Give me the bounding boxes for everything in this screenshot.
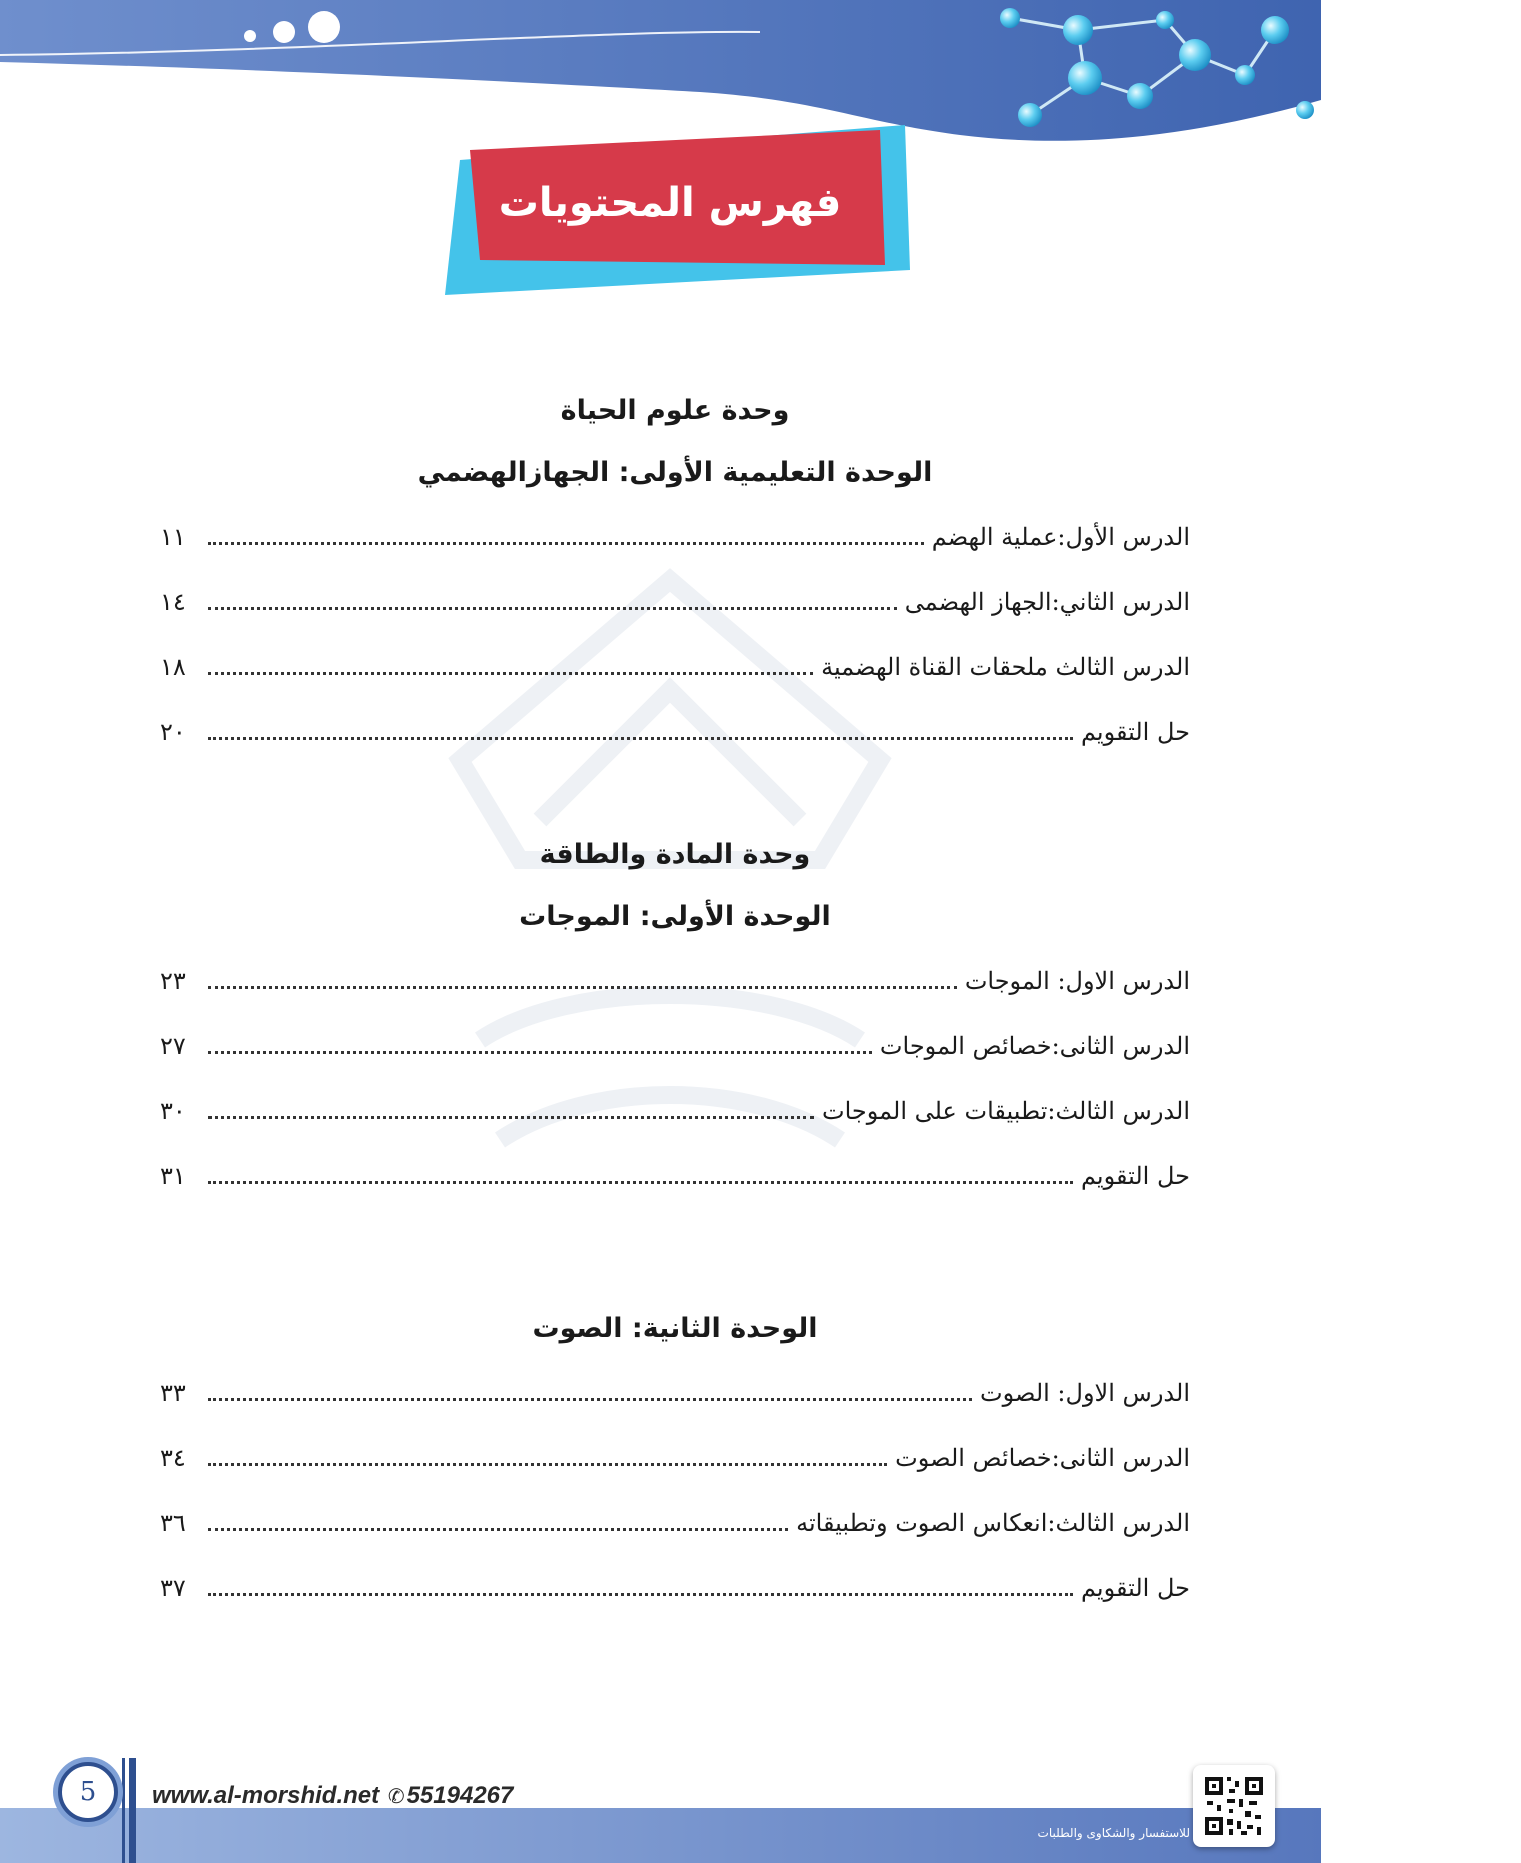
toc-entry-label: الدرس الأول:عملية الهضم — [931, 522, 1190, 551]
toc-entry-page: ٢٣ — [160, 966, 186, 995]
toc-entry-page: ١٤ — [160, 587, 186, 616]
toc-entry[interactable] — [160, 1555, 1190, 1620]
footer-divider — [122, 1758, 125, 1863]
toc-entry-page: ١١ — [160, 522, 186, 551]
unit-subtitle: الوحدة التعليمية الأولى: الجهازالهضمي — [417, 457, 933, 488]
toc-entry-label: الدرس الاول: الموجات — [964, 966, 1190, 995]
toc-entry-page: ٣٣ — [160, 1378, 186, 1407]
section-spacer — [160, 764, 1190, 824]
toc-leader-dots — [208, 1514, 788, 1531]
toc-entry-page: ٣٤ — [160, 1443, 186, 1472]
toc-entry[interactable] — [160, 1078, 1190, 1143]
phone-number: 55194267 — [406, 1782, 514, 1809]
toc-leader-dots — [208, 1102, 814, 1119]
toc-entry-label: الدرس الثالث:تطبيقات على الموجات — [821, 1096, 1190, 1125]
molecule-decoration-icon — [950, 0, 1321, 140]
phone-icon: ✆ — [387, 1786, 405, 1808]
toc-entry-page: ٣٧ — [160, 1573, 186, 1602]
toc-entry[interactable] — [160, 1425, 1190, 1490]
qr-code-icon — [1193, 1765, 1275, 1847]
table-of-contents — [160, 380, 1190, 1620]
toc-entry[interactable] — [160, 948, 1190, 1013]
toc-leader-dots — [208, 528, 924, 545]
toc-entry[interactable] — [160, 1013, 1190, 1078]
toc-entry[interactable] — [160, 569, 1190, 634]
toc-leader-dots — [208, 1037, 872, 1054]
footer-divider — [129, 1758, 136, 1863]
website-link[interactable]: www.al-morshid.net — [152, 1782, 380, 1809]
toc-entry-page: ٣٠ — [160, 1096, 186, 1125]
toc-leader-dots — [208, 1167, 1073, 1184]
qr-caption: للاستفسار والشكاوى والطلبات — [1037, 1826, 1190, 1840]
toc-leader-dots — [208, 1449, 887, 1466]
unit-title: وحدة علوم الحياة — [560, 395, 790, 426]
toc-entry-label: الدرس الثاني:الجهاز الهضمى — [904, 587, 1190, 616]
unit-title: وحدة المادة والطاقة — [539, 839, 811, 870]
toc-entry[interactable] — [160, 1360, 1190, 1425]
page-number: 5 — [58, 1762, 118, 1822]
toc-entry-page: ٣١ — [160, 1161, 186, 1190]
toc-entry[interactable] — [160, 504, 1190, 569]
toc-leader-dots — [208, 723, 1073, 740]
toc-entry-label: الدرس الاول: الصوت — [980, 1378, 1190, 1407]
toc-entry-page: ٣٦ — [160, 1508, 186, 1537]
toc-entry-label: حل التقويم — [1080, 1161, 1190, 1190]
toc-entry[interactable] — [160, 699, 1190, 764]
toc-entry-label: حل التقويم — [1080, 1573, 1190, 1602]
toc-leader-dots — [208, 1579, 1073, 1596]
toc-entry-label: الدرس الثانى:خصائص الموجات — [879, 1031, 1190, 1060]
toc-leader-dots — [208, 1384, 972, 1401]
toc-entry[interactable] — [160, 634, 1190, 699]
toc-entry-label: الدرس الثالث:انعكاس الصوت وتطبيقاته — [796, 1508, 1190, 1537]
toc-entry[interactable] — [160, 1143, 1190, 1208]
unit-subtitle: الوحدة الثانية: الصوت — [532, 1313, 818, 1344]
toc-entry[interactable] — [160, 1490, 1190, 1555]
toc-entry-label: الدرس الثانى:خصائص الصوت — [895, 1443, 1190, 1472]
toc-entry-page: ١٨ — [160, 652, 186, 681]
toc-entry-page: ٢٧ — [160, 1031, 186, 1060]
toc-leader-dots — [208, 972, 957, 989]
footer-contact — [152, 1782, 513, 1810]
toc-entry-label: الدرس الثالث ملحقات القناة الهضمية — [821, 652, 1190, 681]
unit-subtitle: الوحدة الأولى: الموجات — [519, 901, 831, 932]
toc-leader-dots — [208, 593, 897, 610]
section-spacer — [160, 1208, 1190, 1298]
qr-code[interactable] — [1193, 1765, 1275, 1847]
toc-leader-dots — [208, 658, 813, 675]
page-title: فهرس المحتويات — [498, 180, 842, 226]
toc-entry-label: حل التقويم — [1080, 717, 1190, 746]
toc-entry-page: ٢٠ — [160, 717, 186, 746]
